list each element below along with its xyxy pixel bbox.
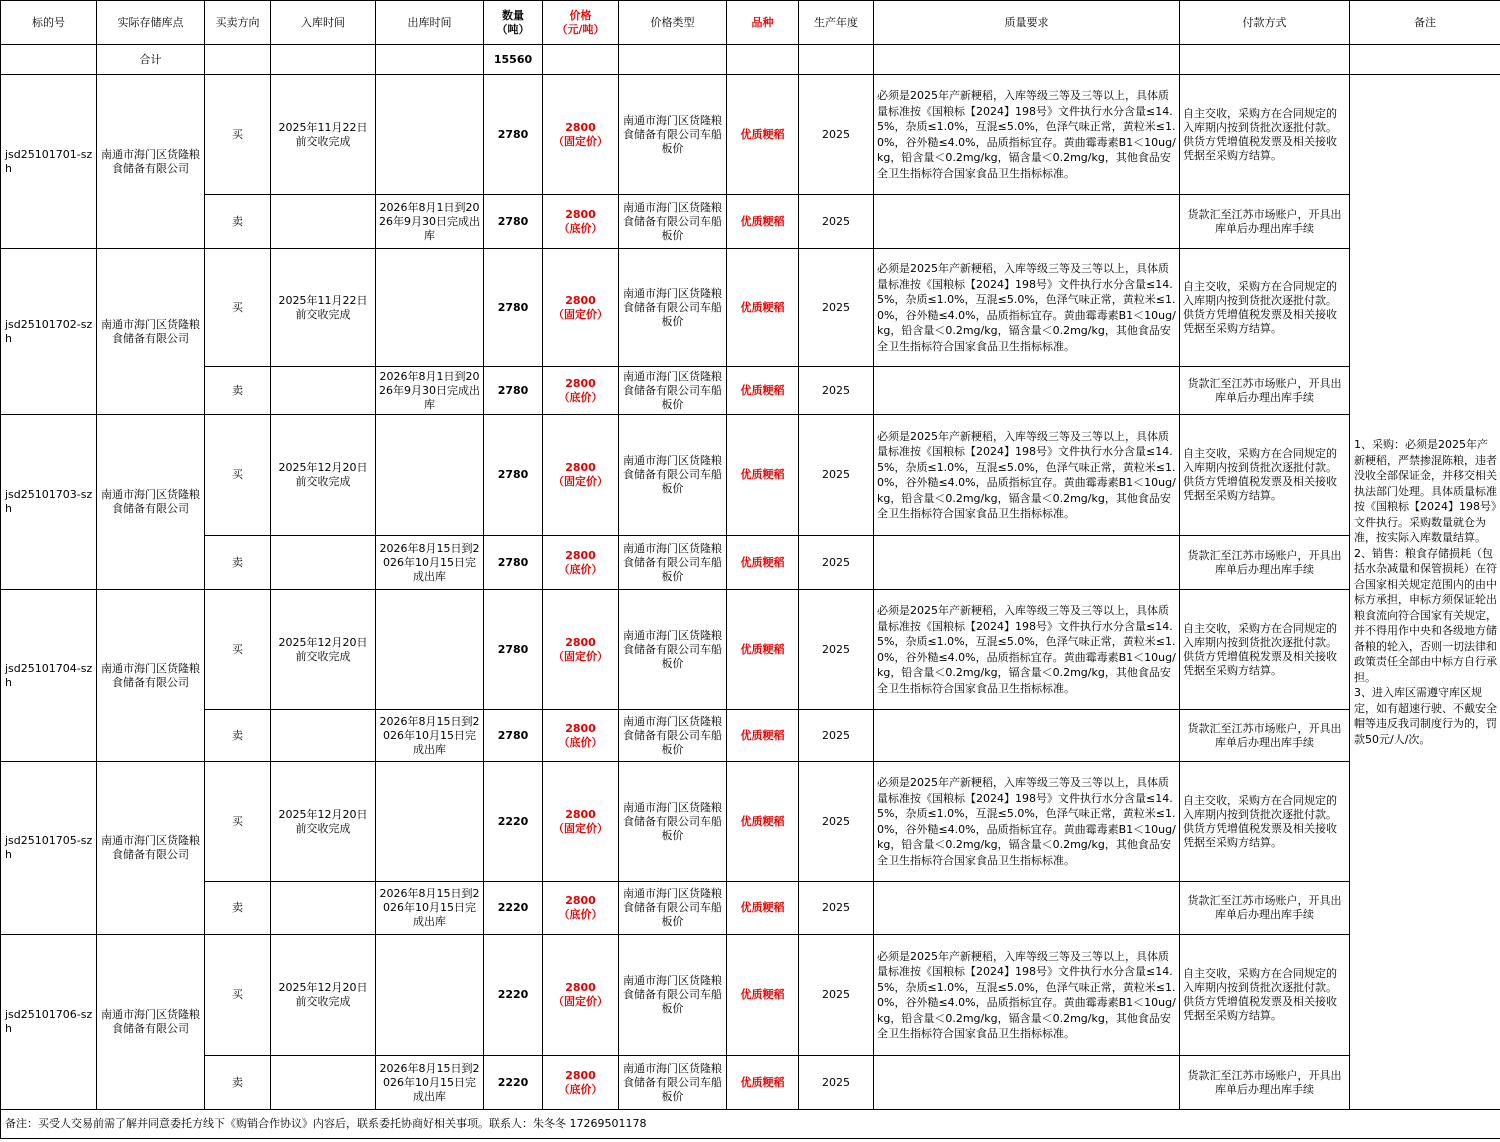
in-time: 2025年11月22日前交收完成: [271, 75, 376, 195]
quantity: 2780: [484, 590, 543, 710]
in-time: 2025年12月20日前交收完成: [271, 590, 376, 710]
in-time: [271, 195, 376, 249]
direction-buy: 买: [205, 75, 271, 195]
header-remark: 备注: [1350, 1, 1500, 45]
out-time: [376, 75, 484, 195]
out-time: [376, 935, 484, 1056]
quantity: 2780: [484, 536, 543, 590]
in-time: [271, 367, 376, 415]
header-qty: 数量 （吨）: [484, 1, 543, 45]
price-type: 南通市海门区货隆粮食储备有限公司车船板价: [619, 882, 727, 935]
price-type: 南通市海门区货隆粮食储备有限公司车船板价: [619, 590, 727, 710]
direction-sell: 卖: [205, 1056, 271, 1110]
footer-row: [1, 1110, 1500, 1139]
payment-method: 货款汇至江苏市场账户，开具出库单后办理出库手续: [1180, 367, 1350, 415]
production-year: 2025: [799, 935, 874, 1056]
header-out-time: 出库时间: [376, 1, 484, 45]
quantity: 2220: [484, 882, 543, 935]
direction-buy: 买: [205, 762, 271, 882]
price-type: 南通市海门区货隆粮食储备有限公司车船板价: [619, 762, 727, 882]
header-quality: 质量要求: [874, 1, 1180, 45]
payment-method: 货款汇至江苏市场账户，开具出库单后办理出库手续: [1180, 536, 1350, 590]
price-type: 南通市海门区货隆粮食储备有限公司车船板价: [619, 536, 727, 590]
variety: 优质粳稻: [727, 415, 799, 536]
price: 2800 （底价）: [543, 195, 619, 249]
warehouse: 南通市海门区货隆粮食储备有限公司: [97, 935, 205, 1110]
out-time: 2026年8月15日到2026年10月15日完成出库: [376, 882, 484, 935]
lot-id: jsd25101705-szh: [1, 762, 97, 935]
out-time: 2026年8月15日到2026年10月15日完成出库: [376, 536, 484, 590]
out-time: 2026年8月1日到2026年9月30日完成出库: [376, 367, 484, 415]
remark-cell: 1、采购：必须是2025年产新粳稻，严禁掺混陈粮，违者没收全部保证金，并移交相关执法部门处理。具体质量标准按《国粮标【2024】198号》文件执行。采购数量就仓为准，按实际入库数量结算。 2、销售：粮食存储损耗（包括水杂减量和保管损耗）在符合国家相关规定范围内的由中标方承担，申标方须保证轮出粮食流向符合国家有关规定，并不得用作中央和各级地方储备粮的轮入，否则一切法律和政策责任全部由中标方自行承担。 3、进入库区需遵守库区规定，如有超速行驶、不戴安全帽等违反我司制度行为的，罚款50元/人/次。: [1350, 75, 1500, 1110]
quality-requirement: [874, 195, 1180, 249]
header-direction: 买卖方向: [205, 1, 271, 45]
total-label: 合计: [97, 45, 205, 75]
variety: 优质粳稻: [727, 536, 799, 590]
in-time: [271, 536, 376, 590]
quantity: 2220: [484, 935, 543, 1056]
production-year: 2025: [799, 195, 874, 249]
warehouse: 南通市海门区货隆粮食储备有限公司: [97, 590, 205, 762]
quantity: 2780: [484, 367, 543, 415]
lot-id: jsd25101702-szh: [1, 249, 97, 415]
production-year: 2025: [799, 1056, 874, 1110]
price: 2800 （固定价）: [543, 415, 619, 536]
lot-row-buy: [1, 75, 1500, 195]
payment-method: 自主交收，采购方在合同规定的入库期内按到货批次逐批付款。供货方凭增值税发票及相关接收凭据至采购方结算。: [1180, 249, 1350, 367]
lot-row-sell: [1, 710, 1500, 762]
quality-requirement: 必须是2025年产新粳稻，入库等级三等及三等以上，具体质量标准按《国粮标【2024】198号》文件执行水分含量≤14.5%，杂质≤1.0%，互混≤5.0%，色泽气味正常，黄粒米≤1.0%，谷外糙≤4.0%，品质指标宜存。黄曲霉毒素B1＜10ug/kg，铅含量＜0.2mg/kg，镉含量＜0.2mg/kg，其他食品安全卫生指标符合国家食品卫生指标标准。: [874, 415, 1180, 536]
in-time: [271, 710, 376, 762]
quality-requirement: 必须是2025年产新粳稻，入库等级三等及三等以上，具体质量标准按《国粮标【2024】198号》文件执行水分含量≤14.5%，杂质≤1.0%，互混≤5.0%，色泽气味正常，黄粒米≤1.0%，谷外糙≤4.0%，品质指标宜存。黄曲霉毒素B1＜10ug/kg，铅含量＜0.2mg/kg，镉含量＜0.2mg/kg，其他食品安全卫生指标符合国家食品卫生指标标准。: [874, 935, 1180, 1056]
payment-method: 货款汇至江苏市场账户，开具出库单后办理出库手续: [1180, 710, 1350, 762]
payment-method: 自主交收，采购方在合同规定的入库期内按到货批次逐批付款。供货方凭增值税发票及相关接收凭据至采购方结算。: [1180, 762, 1350, 882]
price-type: 南通市海门区货隆粮食储备有限公司车船板价: [619, 75, 727, 195]
quality-requirement: 必须是2025年产新粳稻，入库等级三等及三等以上，具体质量标准按《国粮标【2024】198号》文件执行水分含量≤14.5%，杂质≤1.0%，互混≤5.0%，色泽气味正常，黄粒米≤1.0%，谷外糙≤4.0%，品质指标宜存。黄曲霉毒素B1＜10ug/kg，铅含量＜0.2mg/kg，镉含量＜0.2mg/kg，其他食品安全卫生指标符合国家食品卫生指标标准。: [874, 590, 1180, 710]
header-lot-no: 标的号: [1, 1, 97, 45]
lot-row-buy: [1, 935, 1500, 1056]
price: 2800 （固定价）: [543, 935, 619, 1056]
variety: 优质粳稻: [727, 249, 799, 367]
in-time: 2025年12月20日前交收完成: [271, 935, 376, 1056]
in-time: [271, 882, 376, 935]
direction-buy: 买: [205, 590, 271, 710]
header-price-type: 价格类型: [619, 1, 727, 45]
quantity: 2220: [484, 1056, 543, 1110]
price-type: 南通市海门区货隆粮食储备有限公司车船板价: [619, 195, 727, 249]
payment-method: 货款汇至江苏市场账户，开具出库单后办理出库手续: [1180, 1056, 1350, 1110]
production-year: 2025: [799, 415, 874, 536]
variety: 优质粳稻: [727, 1056, 799, 1110]
warehouse: 南通市海门区货隆粮食储备有限公司: [97, 762, 205, 935]
out-time: [376, 590, 484, 710]
variety: 优质粳稻: [727, 762, 799, 882]
warehouse: 南通市海门区货隆粮食储备有限公司: [97, 75, 205, 249]
price-type: 南通市海门区货隆粮食储备有限公司车船板价: [619, 415, 727, 536]
header-year: 生产年度: [799, 1, 874, 45]
production-year: 2025: [799, 536, 874, 590]
quality-requirement: [874, 367, 1180, 415]
direction-sell: 卖: [205, 710, 271, 762]
price-type: 南通市海门区货隆粮食储备有限公司车船板价: [619, 249, 727, 367]
header-row: [1, 1, 1500, 45]
in-time: 2025年12月20日前交收完成: [271, 762, 376, 882]
quantity: 2780: [484, 415, 543, 536]
direction-buy: 买: [205, 935, 271, 1056]
out-time: [376, 762, 484, 882]
lot-row-buy: [1, 762, 1500, 882]
quality-requirement: 必须是2025年产新粳稻，入库等级三等及三等以上，具体质量标准按《国粮标【2024】198号》文件执行水分含量≤14.5%，杂质≤1.0%，互混≤5.0%，色泽气味正常，黄粒米≤1.0%，谷外糙≤4.0%，品质指标宜存。黄曲霉毒素B1＜10ug/kg，铅含量＜0.2mg/kg，镉含量＜0.2mg/kg，其他食品安全卫生指标符合国家食品卫生指标标准。: [874, 762, 1180, 882]
lot-row-buy: [1, 590, 1500, 710]
price: 2800 （底价）: [543, 1056, 619, 1110]
lot-row-sell: [1, 367, 1500, 415]
quantity: 2780: [484, 195, 543, 249]
out-time: 2026年8月15日到2026年10月15日完成出库: [376, 1056, 484, 1110]
out-time: 2026年8月15日到2026年10月15日完成出库: [376, 710, 484, 762]
variety: 优质粳稻: [727, 75, 799, 195]
price: 2800 （固定价）: [543, 590, 619, 710]
price: 2800 （固定价）: [543, 249, 619, 367]
lot-row-buy: [1, 415, 1500, 536]
price: 2800 （固定价）: [543, 762, 619, 882]
price: 2800 （底价）: [543, 882, 619, 935]
variety: 优质粳稻: [727, 882, 799, 935]
footer-note: 备注：买受人交易前需了解并同意委托方线下《购销合作协议》内容后，联系委托协商好相关事项。联系人：朱冬冬 17269501178: [1, 1110, 1500, 1139]
quality-requirement: [874, 536, 1180, 590]
lot-id: jsd25101703-szh: [1, 415, 97, 590]
out-time: [376, 249, 484, 367]
header-warehouse: 实际存储库点: [97, 1, 205, 45]
production-year: 2025: [799, 762, 874, 882]
direction-sell: 卖: [205, 195, 271, 249]
payment-method: 自主交收，采购方在合同规定的入库期内按到货批次逐批付款。供货方凭增值税发票及相关接收凭据至采购方结算。: [1180, 935, 1350, 1056]
payment-method: 货款汇至江苏市场账户，开具出库单后办理出库手续: [1180, 882, 1350, 935]
quantity: 2220: [484, 762, 543, 882]
header-payment: 付款方式: [1180, 1, 1350, 45]
variety: 优质粳稻: [727, 710, 799, 762]
in-time: [271, 1056, 376, 1110]
payment-method: 自主交收，采购方在合同规定的入库期内按到货批次逐批付款。供货方凭增值税发票及相关接收凭据至采购方结算。: [1180, 415, 1350, 536]
variety: 优质粳稻: [727, 590, 799, 710]
production-year: 2025: [799, 367, 874, 415]
payment-method: 货款汇至江苏市场账户，开具出库单后办理出库手续: [1180, 195, 1350, 249]
price-type: 南通市海门区货隆粮食储备有限公司车船板价: [619, 710, 727, 762]
price-type: 南通市海门区货隆粮食储备有限公司车船板价: [619, 367, 727, 415]
variety: 优质粳稻: [727, 935, 799, 1056]
payment-method: 自主交收，采购方在合同规定的入库期内按到货批次逐批付款。供货方凭增值税发票及相关接收凭据至采购方结算。: [1180, 75, 1350, 195]
direction-sell: 卖: [205, 367, 271, 415]
lot-id: jsd25101704-szh: [1, 590, 97, 762]
header-price: 价格 （元/吨）: [543, 1, 619, 45]
direction-sell: 卖: [205, 882, 271, 935]
direction-buy: 买: [205, 415, 271, 536]
quality-requirement: 必须是2025年产新粳稻，入库等级三等及三等以上，具体质量标准按《国粮标【2024】198号》文件执行水分含量≤14.5%，杂质≤1.0%，互混≤5.0%，色泽气味正常，黄粒米≤1.0%，谷外糙≤4.0%，品质指标宜存。黄曲霉毒素B1＜10ug/kg，铅含量＜0.2mg/kg，镉含量＜0.2mg/kg，其他食品安全卫生指标符合国家食品卫生指标标准。: [874, 249, 1180, 367]
production-year: 2025: [799, 710, 874, 762]
total-row: [1, 45, 1500, 75]
header-variety: 品种: [727, 1, 799, 45]
total-qty: 15560: [484, 45, 543, 75]
payment-method: 自主交收，采购方在合同规定的入库期内按到货批次逐批付款。供货方凭增值税发票及相关接收凭据至采购方结算。: [1180, 590, 1350, 710]
quality-requirement: [874, 1056, 1180, 1110]
quantity: 2780: [484, 710, 543, 762]
in-time: 2025年11月22日前交收完成: [271, 249, 376, 367]
lot-row-sell: [1, 882, 1500, 935]
lot-row-sell: [1, 195, 1500, 249]
price: 2800 （底价）: [543, 367, 619, 415]
lot-row-sell: [1, 1056, 1500, 1110]
price-type: 南通市海门区货隆粮食储备有限公司车船板价: [619, 935, 727, 1056]
variety: 优质粳稻: [727, 367, 799, 415]
price: 2800 （固定价）: [543, 75, 619, 195]
direction-sell: 卖: [205, 536, 271, 590]
price: 2800 （底价）: [543, 536, 619, 590]
production-year: 2025: [799, 249, 874, 367]
direction-buy: 买: [205, 249, 271, 367]
variety: 优质粳稻: [727, 195, 799, 249]
lot-row-sell: [1, 536, 1500, 590]
lot-id: jsd25101701-szh: [1, 75, 97, 249]
warehouse: 南通市海门区货隆粮食储备有限公司: [97, 249, 205, 415]
quality-requirement: [874, 882, 1180, 935]
production-year: 2025: [799, 75, 874, 195]
warehouse: 南通市海门区货隆粮食储备有限公司: [97, 415, 205, 590]
lot-id: jsd25101706-szh: [1, 935, 97, 1110]
out-time: [376, 415, 484, 536]
quality-requirement: [874, 710, 1180, 762]
quantity: 2780: [484, 75, 543, 195]
production-year: 2025: [799, 590, 874, 710]
price: 2800 （底价）: [543, 710, 619, 762]
production-year: 2025: [799, 882, 874, 935]
quality-requirement: 必须是2025年产新粳稻，入库等级三等及三等以上，具体质量标准按《国粮标【2024】198号》文件执行水分含量≤14.5%，杂质≤1.0%，互混≤5.0%，色泽气味正常，黄粒米≤1.0%，谷外糙≤4.0%，品质指标宜存。黄曲霉毒素B1＜10ug/kg，铅含量＜0.2mg/kg，镉含量＜0.2mg/kg，其他食品安全卫生指标符合国家食品卫生指标标准。: [874, 75, 1180, 195]
in-time: 2025年12月20日前交收完成: [271, 415, 376, 536]
out-time: 2026年8月1日到2026年9月30日完成出库: [376, 195, 484, 249]
quantity: 2780: [484, 249, 543, 367]
header-in-time: 入库时间: [271, 1, 376, 45]
price-type: 南通市海门区货隆粮食储备有限公司车船板价: [619, 1056, 727, 1110]
lot-row-buy: [1, 249, 1500, 367]
total-empty-cell: [1, 45, 97, 75]
